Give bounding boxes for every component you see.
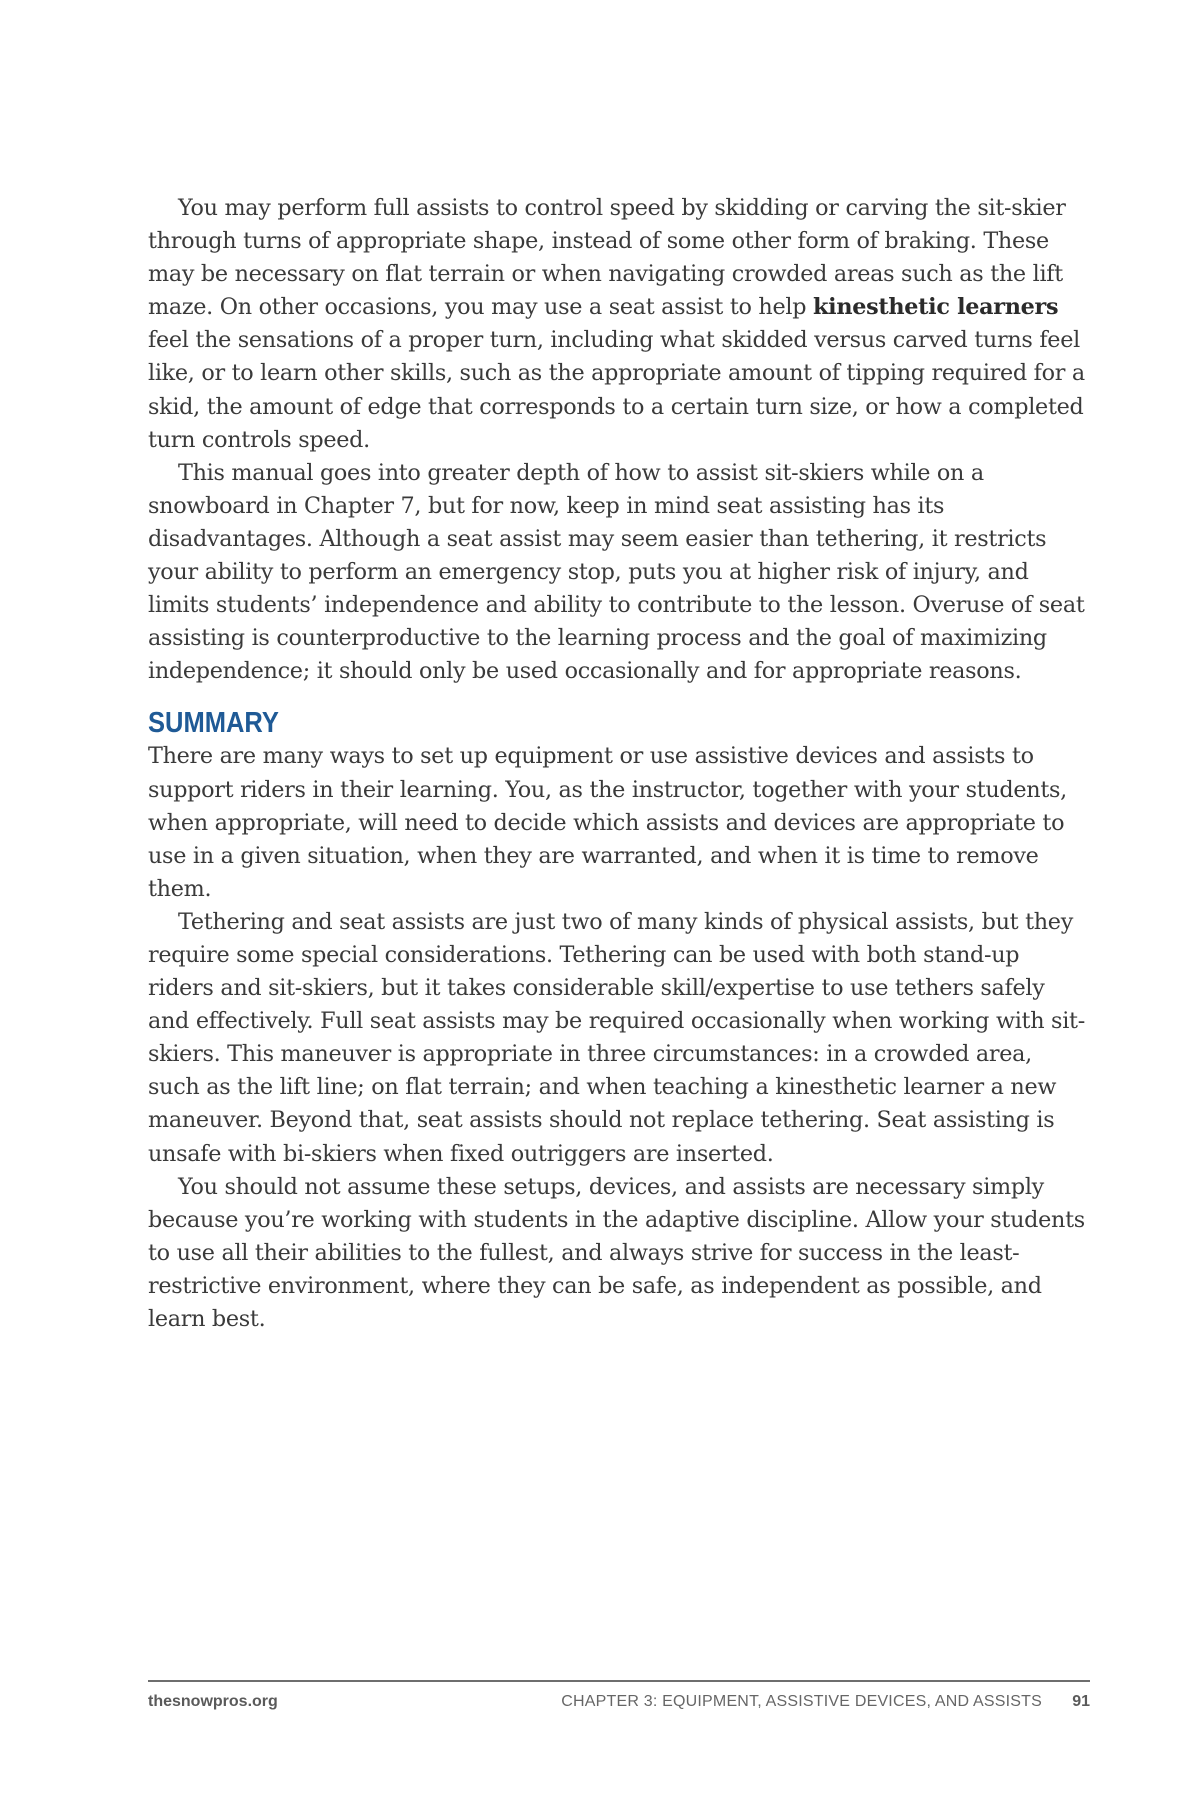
paragraph-text: You may perform full assists to control speed by skidding or carving the sit-skier through turns of appropriate shape, instead of some other form of braking. These may be necessary on flat terrain or when navigating crowded areas such as the lift maze. On other occasions, you may use a seat assist to help [148,195,1066,321]
footer-page-number: 91 [1072,1693,1090,1710]
paragraph-seat-assist-disadvantages: This manual goes into greater depth of how to assist sit-skiers while on a snowboard in Chapter 7, but for now, keep in mind seat assisting has its disadvantages. Although a seat assist may seem easier than tethering, it restricts your ability to perform an emergency stop, puts you at higher risk of injury, and limits students’ independence and ability to contribute to the lesson. Overuse of seat assisting is counterproductive to the learning process and the goal of maximizing independence; it should only be used occasionally and for appropriate reasons. [148,459,1085,685]
paragraph-text: feel the sensations of a proper turn, including what skidded versus carved turns feel like, or to learn other skills, such as the appropriate amount of tipping required for a skid, the amount of edge that corresponds to a certain turn size, or how a completed turn controls speed. [148,327,1085,453]
footer-chapter-title: CHAPTER 3: EQUIPMENT, ASSISTIVE DEVICES, AND ASSISTS [561,1693,1042,1710]
summary-paragraph-3: You should not assume these setups, devices, and assists are necessary simply because you’re working with students in the adaptive discipline. Allow your students to use all their abilities to the fullest, and always strive for success in the least-restrictive environment, where they can be safe, as independent as possible, and learn best. [148,1173,1085,1332]
footer-divider [148,1680,1090,1682]
summary-paragraph-2: Tethering and seat assists are just two of many kinds of physical assists, but they require some special considerations. Tethering can be used with both stand-up riders and sit-skiers, but it takes considerable skill/expertise to use tethers safely and effectively. Full seat assists may be required occasionally when working with sit-skiers. This maneuver is appropriate in three circumstances: in a crowded area, such as the lift line; on flat terrain; and when teaching a kinesthetic learner a new maneuver. Beyond that, seat assists should not replace tethering. Seat assisting is unsafe with bi-skiers when fixed outriggers are inserted. [148,908,1085,1167]
section-heading-summary: SUMMARY [148,707,279,740]
summary-paragraph-1: There are many ways to set up equipment or use assistive devices and assists to support riders in their learning. You, as the instructor, together with your students, when appropriate, will need to decide which assists and devices are appropriate to use in a given situation, when they are warranted, and when it is time to remove them. [148,743,1067,902]
footer-site-link[interactable]: thesnowpros.org [148,1693,278,1710]
page-footer [148,1690,1090,1714]
bold-term-kinesthetic-learners: kinesthetic learners [813,294,1059,321]
paragraph-full-assists [148,192,1088,457]
page-body [148,192,1088,1336]
